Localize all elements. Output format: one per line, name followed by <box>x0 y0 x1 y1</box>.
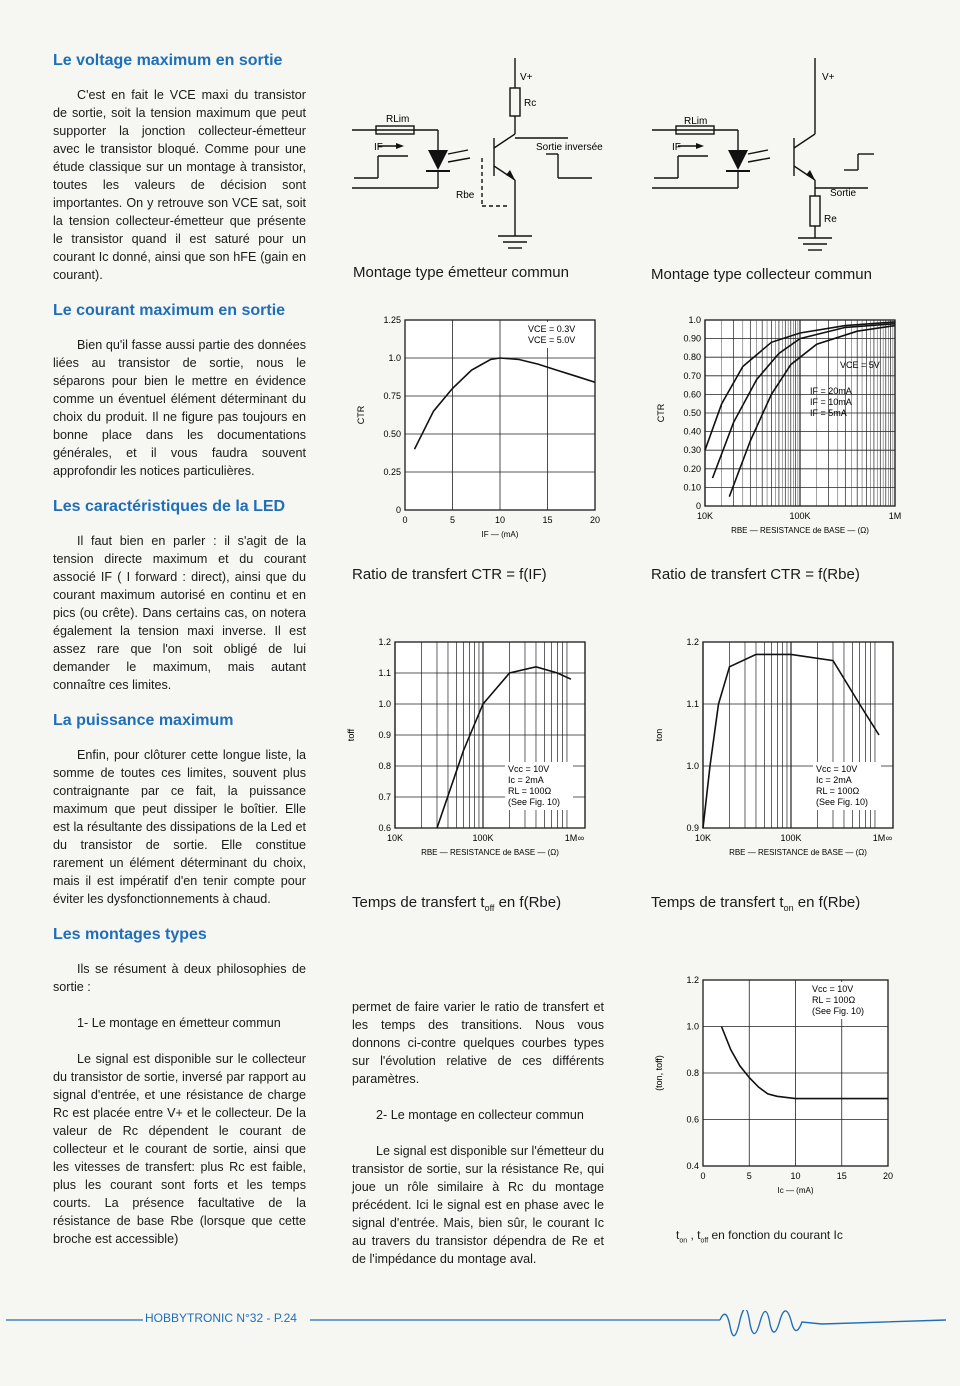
footer-rule <box>0 1310 960 1340</box>
section-title: Le voltage maximum en sortie <box>53 52 283 69</box>
chart-ton-vs-rbe <box>648 632 908 868</box>
paragraph: C'est en fait le VCE maxi du transistor de sortie, soit la tension maximum que peut supporter la jonction collecteur-émetteur avec le transistor bloqué. Comme pour une étude classique sur un montage à transistor, toutes les valeurs de décision sont importantes. On y retrouve son VCE sat, soit la tension collecteur-émetteur que présente le transistor quand il est saturé pour un courant Ic donné, ainsi que son hFE (gain en courant). <box>53 88 306 282</box>
middle-column-text <box>352 998 604 1286</box>
x-tick-label: 10K <box>694 833 712 843</box>
x-tick-label: 0 <box>402 515 408 525</box>
list-item: 1- Le montage en émetteur commun <box>77 1016 281 1030</box>
y-tick-label: 0.75 <box>383 391 401 401</box>
y-tick-label: 1.0 <box>378 699 391 709</box>
y-tick-label: 0.4 <box>686 1161 699 1171</box>
y-tick-label: 0.6 <box>378 823 391 833</box>
x-tick-label: 1M <box>888 511 902 521</box>
x-tick-label: 10K <box>386 833 404 843</box>
y-tick-label: 1.2 <box>686 637 699 647</box>
x-tick-label: ∞ <box>885 833 893 843</box>
figure-caption: Montage type collecteur commun <box>651 266 872 283</box>
paragraph: Bien qu'il fasse aussi partie des données liées au transistor de sortie, nous le séparons pour bien le mettre en évidence comme un éventuel élément déterminant du choix du produit. Il ne figure pas toujours en bonne place dans les documentations générales, et il vous faudra souvent approfondir les notices particulières. <box>53 338 306 478</box>
y-axis-label: toff <box>346 728 356 742</box>
common-collector-circuit <box>648 58 908 258</box>
y-tick-label: 0.25 <box>383 467 401 477</box>
figure-caption: Temps de transfert $t_{off}$ en f(Rbe) <box>352 894 562 913</box>
legend-label: (See Fig. 10) <box>816 797 869 807</box>
output-label: Sortie inversée <box>536 142 603 153</box>
x-axis-label: Ic — (mA) <box>777 1186 814 1195</box>
legend-label: Vcc = 10V <box>812 984 854 994</box>
paragraph: Le signal est disponible sur le collecteur du transistor de sortie, inversé par rapport au signal d'entrée, et une résistance de charge Rc est placée entre V+ et le collecteur. De la valeur de Rc dépendent le courant de collecteur et le courant de sortie, ainsi que les vitesses de transfert: plus Rc est faible, plus les courant sont forts et les temps courts. La présence facultative de la résistance de base Rbe (lorsque que cette broche est accessible) <box>53 1052 306 1246</box>
y-tick-label: 0.60 <box>683 389 701 400</box>
re-label: Re <box>824 214 837 225</box>
legend-label: RL = 100Ω <box>508 786 552 796</box>
paragraph: Le signal est disponible sur l'émetteur du transistor de sortie, sur la résistance Re, qui joue un rôle similaire à Rc du montage précédent. Ici le signal est en phase avec le signal d'entrée. Mais, bien sûr, le courant Ic au travers du transistor dépendra de Re et de l'impédance du montage aval. <box>352 1144 604 1266</box>
y-tick-label: 0.9 <box>686 823 699 833</box>
legend-label: Ic = 2mA <box>508 775 544 785</box>
chart-ctr-vs-if <box>350 310 610 550</box>
paragraph: permet de faire varier le ratio de transfert et les temps des transitions. Nous vous donnons ci-contre quelques courbes types sur l'évolution relative de ces différents paramètres. <box>352 1000 604 1086</box>
legend-label: Vcc = 10V <box>816 764 858 774</box>
x-tick-label: 10K <box>696 511 714 521</box>
y-tick-label: 0.40 <box>683 426 701 437</box>
section-title: Le courant maximum en sortie <box>53 302 286 319</box>
annotation-label: VCE = 5V <box>840 360 880 370</box>
y-tick-label: 0.90 <box>683 333 701 344</box>
x-tick-label: 10 <box>790 1171 801 1181</box>
chart-t-vs-ic <box>648 970 908 1206</box>
section-title: Les caractéristiques de la LED <box>53 498 286 515</box>
y-tick-label: 1.1 <box>686 699 699 709</box>
vplus-label: V+ <box>520 72 533 83</box>
common-emitter-circuit <box>348 58 608 258</box>
figure-caption: Ratio de transfert CTR = f(IF) <box>352 566 547 583</box>
if-label: IF <box>672 142 681 153</box>
y-tick-label: 1.2 <box>686 975 699 985</box>
paragraph: Enfin, pour clôturer cette longue liste, la somme de toutes ces limites, souvent plus contraignante par ce fait, la puissance maximum que peut dissiper le boîtier. Elle est la résultante des dissipations de la Led et du transistor de sortie. Elle constitue rarement un élément déterminant du choix, mais il est impératif d'en tenir compte pour éviter les dysfonctionnements à chaud. <box>53 748 306 906</box>
y-axis-label: (ton, toff) <box>654 1055 664 1091</box>
x-axis-label: RBE — RESISTANCE de BASE — (Ω) <box>421 848 559 857</box>
vplus-label: V+ <box>822 72 835 83</box>
y-tick-label: 0.9 <box>378 730 391 740</box>
section-title: La puissance maximum <box>53 712 234 729</box>
if-label: IF <box>374 142 383 153</box>
y-tick-label: 0.7 <box>378 792 391 802</box>
y-tick-label: 1.25 <box>383 315 401 325</box>
x-tick-label: 0 <box>700 1171 706 1181</box>
rc-label: Rc <box>524 98 537 109</box>
y-tick-label: 0.50 <box>383 429 401 439</box>
y-tick-label: 0.8 <box>378 761 391 771</box>
y-tick-label: 1.0 <box>686 761 699 771</box>
legend-label: RL = 100Ω <box>812 995 856 1005</box>
y-axis-label: CTR <box>656 403 666 423</box>
x-tick-label: 1M <box>564 833 578 843</box>
figure-caption: Montage type émetteur commun <box>353 264 569 281</box>
y-tick-label: 0.8 <box>686 1068 699 1078</box>
legend-label: RL = 100Ω <box>816 786 860 796</box>
x-axis-label: IF — (mA) <box>481 530 519 539</box>
x-tick-label: ∞ <box>577 833 585 843</box>
x-tick-label: 100K <box>780 833 802 843</box>
footer-text: HOBBYTRONIC N°32 - P.24 <box>145 1311 297 1325</box>
x-tick-label: 100K <box>472 833 494 843</box>
y-axis-label: CTR <box>356 405 366 425</box>
left-column <box>53 52 306 1266</box>
chart-ctr-vs-rbe <box>650 310 910 550</box>
annotation-label: IF = 20mA <box>810 386 852 396</box>
y-axis-label: ton <box>654 728 664 742</box>
y-tick-label: 0.20 <box>683 463 701 474</box>
figure-caption: Temps de transfert $t_{on}$ en f(Rbe) <box>651 894 861 913</box>
x-tick-label: 20 <box>589 515 601 525</box>
legend-label: VCE = 0.3V <box>528 324 576 334</box>
y-tick-label: 0.10 <box>683 482 701 493</box>
section-title: Les montages types <box>53 926 207 943</box>
rlim-label: RLim <box>684 116 708 127</box>
y-tick-label: 0.50 <box>683 408 701 418</box>
y-tick-label: 1.2 <box>378 637 391 647</box>
x-axis-label: RBE — RESISTANCE de BASE — (Ω) <box>729 848 867 857</box>
x-tick-label: 10 <box>494 515 506 525</box>
annotation-label: IF = 5mA <box>810 408 847 418</box>
y-tick-label: 1.1 <box>378 668 391 678</box>
paragraph: Il faut bien en parler : il s'agit de la tension directe maximum et du courant associé IF ( I forward : direct), ainsi que du courant maximum autorisé en continu et en pics (ou crête). Dans certains cas, on notera également la tension maxi inverse. Il est assez rare que l'on soit obligé de lui demander le maximum, mais autant connaître ces limites. <box>53 534 306 692</box>
y-tick-label: 0 <box>395 505 401 515</box>
legend-label: Ic = 2mA <box>816 775 852 785</box>
y-tick-label: 0.6 <box>686 1114 699 1125</box>
output-label: Sortie <box>830 188 857 199</box>
x-tick-label: 1M <box>872 833 886 843</box>
x-tick-label: 20 <box>882 1171 894 1181</box>
y-tick-label: 0.70 <box>683 370 701 381</box>
y-tick-label: 1.0 <box>388 353 401 363</box>
chart-toff-vs-rbe <box>340 632 600 868</box>
legend-label: VCE = 5.0V <box>528 335 576 345</box>
legend-label: (See Fig. 10) <box>812 1006 865 1016</box>
figure-caption: $t_{on}$ , $t_{off}$ en fonction du courant Ic <box>676 1228 843 1245</box>
legend-label: (See Fig. 10) <box>508 797 561 807</box>
paragraph: Ils se résument à deux philosophies de sortie : <box>53 962 306 994</box>
x-tick-label: 15 <box>542 515 553 525</box>
x-tick-label: 5 <box>746 1171 752 1181</box>
y-tick-label: 0.80 <box>683 352 701 363</box>
y-tick-label: 0 <box>695 501 701 511</box>
x-axis-label: RBE — RESISTANCE de BASE — (Ω) <box>731 526 869 535</box>
x-tick-label: 5 <box>449 515 456 525</box>
list-item: 2- Le montage en collecteur commun <box>376 1108 584 1122</box>
y-tick-label: 1.0 <box>686 1021 699 1032</box>
y-tick-label: 0.30 <box>683 445 701 456</box>
x-tick-label: 15 <box>836 1171 847 1181</box>
x-tick-label: 100K <box>789 511 811 521</box>
figure-caption: Ratio de transfert CTR = f(Rbe) <box>651 566 860 583</box>
legend-label: Vcc = 10V <box>508 764 550 774</box>
rbe-label: Rbe <box>456 190 475 201</box>
y-tick-label: 1.0 <box>688 315 701 325</box>
annotation-label: IF = 10mA <box>810 397 852 407</box>
rlim-label: RLim <box>386 114 410 125</box>
